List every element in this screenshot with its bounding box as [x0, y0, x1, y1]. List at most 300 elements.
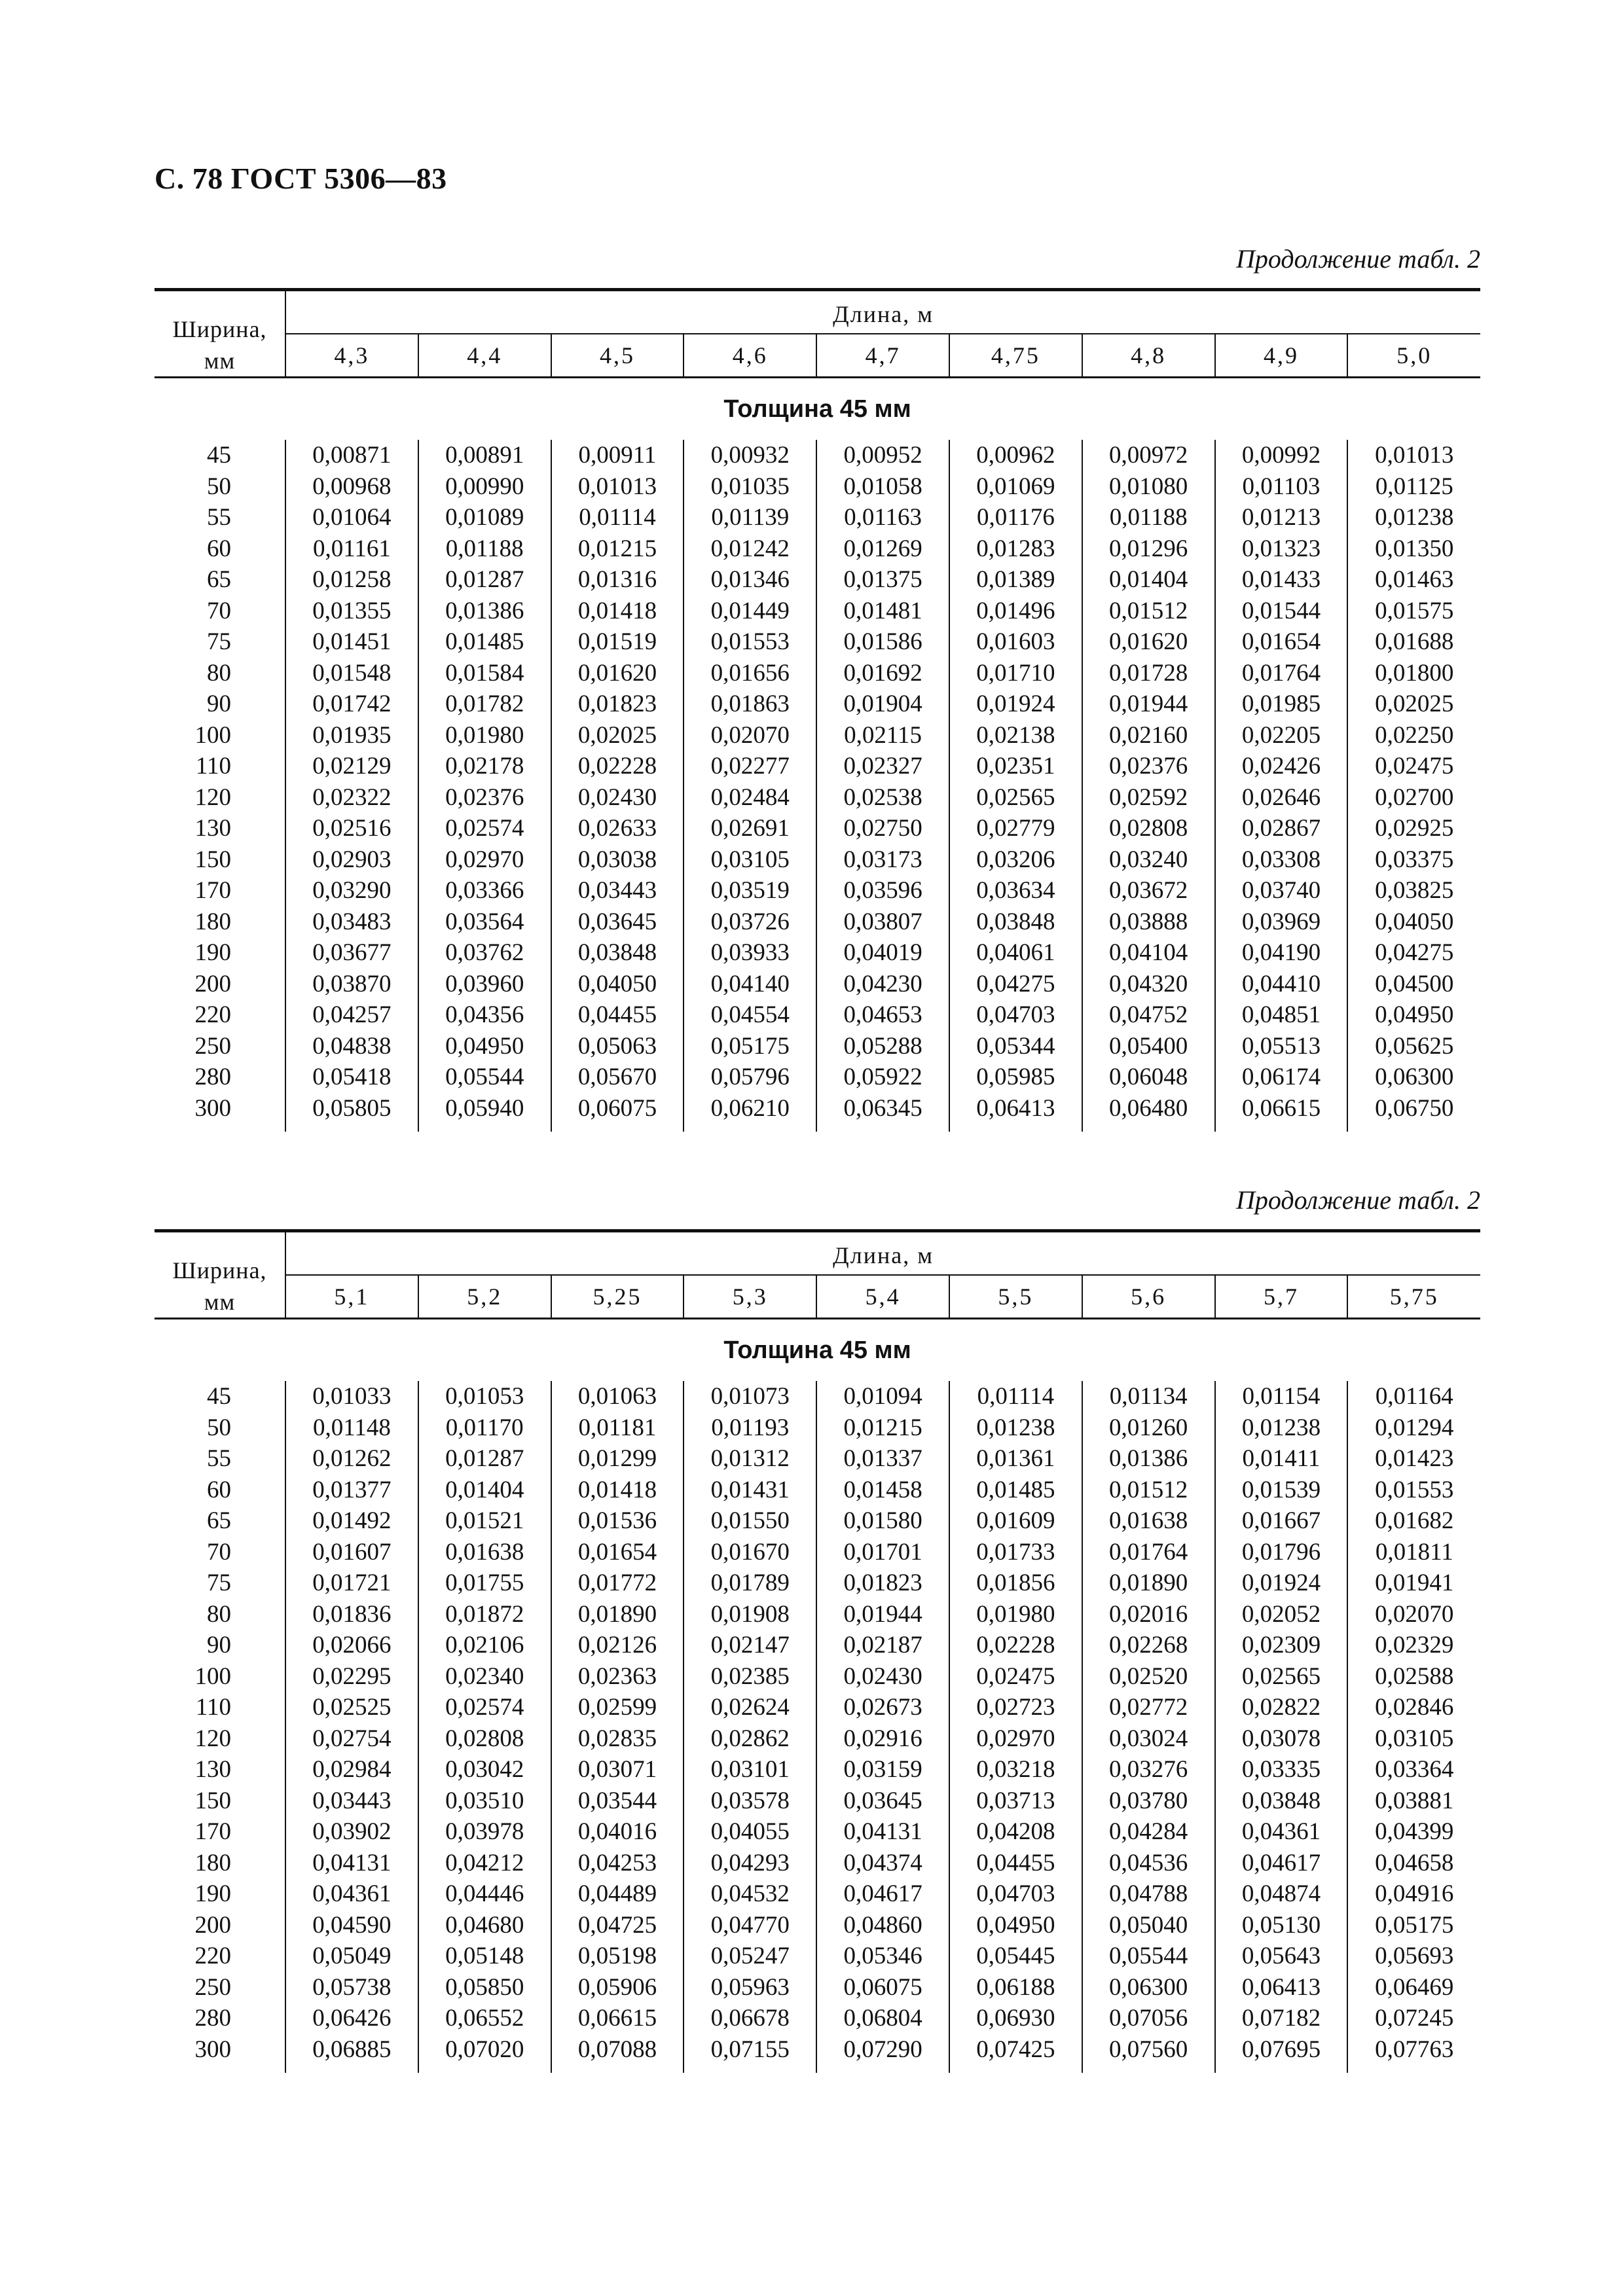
volume-cell: 0,02376: [418, 782, 551, 814]
volume-cell: 0,01013: [1347, 440, 1480, 471]
table-row: [155, 2034, 1480, 2073]
volume-cell: 0,04131: [816, 1816, 949, 1848]
width-cell: 70: [207, 1538, 231, 1566]
volume-cell: 0,01789: [684, 1568, 816, 1599]
volume-cell: 0,01721: [285, 1568, 418, 1599]
volume-cell: 0,05963: [684, 1972, 816, 2003]
volume-cell: 0,02862: [684, 1723, 816, 1755]
volume-cell: 0,02025: [551, 720, 684, 751]
volume-cell: 0,02147: [684, 1630, 816, 1661]
volume-cell: 0,01033: [285, 1381, 418, 1412]
volume-cell: 0,03870: [285, 969, 418, 1000]
volume-cell: 0,01856: [949, 1568, 1082, 1599]
volume-cell: 0,03206: [949, 844, 1082, 876]
length-value-cell: 5,1: [285, 1275, 418, 1319]
volume-cell: 0,02750: [816, 813, 949, 844]
volume-cell: 0,02903: [285, 844, 418, 876]
volume-cell: 0,01944: [816, 1599, 949, 1630]
length-header: Длина, м: [285, 1232, 1480, 1275]
volume-cell: 0,01433: [1215, 564, 1348, 596]
volume-cell: 0,01213: [1215, 502, 1348, 533]
width-cell: 65: [207, 566, 231, 593]
volume-cell: 0,04788: [1082, 1878, 1215, 1910]
volume-cell: 0,01215: [816, 1412, 949, 1444]
length-header: Длина, м: [285, 291, 1480, 334]
table-1: [155, 288, 1480, 1132]
volume-cell: 0,02691: [684, 813, 816, 844]
volume-cell: 0,01580: [816, 1505, 949, 1537]
volume-cell: 0,02327: [816, 751, 949, 782]
volume-cell: 0,05400: [1082, 1031, 1215, 1062]
table-row: [155, 1972, 1480, 2003]
volume-cell: 0,01375: [816, 564, 949, 596]
width-cell: 45: [207, 1383, 231, 1410]
volume-cell: 0,02385: [684, 1661, 816, 1693]
volume-cell: 0,01823: [551, 689, 684, 720]
volume-cell: 0,05247: [684, 1941, 816, 1972]
volume-cell: 0,01823: [816, 1568, 949, 1599]
thickness-label: Толщина 45 мм: [723, 1336, 911, 1364]
volume-cell: 0,07425: [949, 2034, 1082, 2073]
volume-cell: 0,01800: [1347, 658, 1480, 689]
volume-cell: 0,01609: [949, 1505, 1082, 1537]
volume-cell: 0,01796: [1215, 1537, 1348, 1568]
table-row: [155, 1568, 1480, 1599]
volume-cell: 0,03173: [816, 844, 949, 876]
volume-cell: 0,01287: [418, 1443, 551, 1475]
volume-cell: 0,01193: [684, 1412, 816, 1444]
volume-cell: 0,01296: [1082, 533, 1215, 565]
table-row: [155, 658, 1480, 689]
volume-cell: 0,01764: [1215, 658, 1348, 689]
volume-cell: 0,06615: [1215, 1093, 1348, 1132]
width-column-header: Ширина, мм: [155, 1232, 285, 1319]
volume-cell: 0,01550: [684, 1505, 816, 1537]
volume-cell: 0,01772: [551, 1568, 684, 1599]
volume-cell: 0,06678: [684, 2003, 816, 2034]
volume-cell: 0,03483: [285, 906, 418, 938]
volume-cell: 0,01188: [418, 533, 551, 565]
volume-cell: 0,05049: [285, 1941, 418, 1972]
volume-cell: 0,02779: [949, 813, 1082, 844]
volume-cell: 0,01114: [551, 502, 684, 533]
volume-cell: 0,02277: [684, 751, 816, 782]
volume-cell: 0,01215: [551, 533, 684, 565]
volume-cell: 0,03042: [418, 1754, 551, 1785]
table-row: [155, 1031, 1480, 1062]
volume-cell: 0,06210: [684, 1093, 816, 1132]
volume-cell: 0,02624: [684, 1692, 816, 1723]
length-value-cell: 5,3: [684, 1275, 816, 1319]
volume-cell: 0,02516: [285, 813, 418, 844]
table-2-caption: Продолжение табл. 2: [1235, 1185, 1480, 1215]
volume-cell: 0,04658: [1347, 1848, 1480, 1879]
volume-cell: 0,04617: [1215, 1848, 1348, 1879]
volume-cell: 0,03071: [551, 1754, 684, 1785]
volume-cell: 0,01064: [285, 502, 418, 533]
volume-cell: 0,04536: [1082, 1848, 1215, 1879]
volume-cell: 0,03519: [684, 875, 816, 906]
volume-cell: 0,01377: [285, 1475, 418, 1506]
volume-cell: 0,04703: [949, 1878, 1082, 1910]
width-column-header: Ширина, мм: [155, 291, 285, 378]
table-row: [155, 813, 1480, 844]
length-value-cell: 5,6: [1082, 1275, 1215, 1319]
volume-cell: 0,03335: [1215, 1754, 1348, 1785]
table-row: [155, 1723, 1480, 1755]
volume-cell: 0,07020: [418, 2034, 551, 2073]
volume-cell: 0,04725: [551, 1910, 684, 1941]
volume-cell: 0,04190: [1215, 937, 1348, 969]
volume-cell: 0,04050: [1347, 906, 1480, 938]
volume-cell: 0,04320: [1082, 969, 1215, 1000]
length-value-cell: 4,9: [1215, 334, 1348, 378]
volume-cell: 0,04838: [285, 1031, 418, 1062]
table-row: [155, 720, 1480, 751]
volume-cell: 0,01389: [949, 564, 1082, 596]
volume-cell: 0,01620: [551, 658, 684, 689]
volume-cell: 0,02268: [1082, 1630, 1215, 1661]
volume-cell: 0,03713: [949, 1785, 1082, 1817]
volume-cell: 0,01094: [816, 1381, 949, 1412]
volume-cell: 0,05985: [949, 1062, 1082, 1093]
volume-cell: 0,02106: [418, 1630, 551, 1661]
volume-cell: 0,03969: [1215, 906, 1348, 938]
page-header: С. 78 ГОСТ 5306—83: [155, 162, 447, 195]
volume-cell: 0,02475: [1347, 751, 1480, 782]
table-row: [155, 1505, 1480, 1537]
volume-cell: 0,01411: [1215, 1443, 1348, 1475]
volume-cell: 0,01485: [418, 626, 551, 658]
width-cell: 170: [194, 1818, 231, 1845]
volume-cell: 0,01521: [418, 1505, 551, 1537]
length-values-row: [155, 1275, 1480, 1319]
width-cell: 250: [194, 1032, 231, 1060]
volume-cell: 0,04212: [418, 1848, 551, 1879]
volume-cell: 0,00952: [816, 440, 949, 471]
length-value-cell: 5,0: [1347, 334, 1480, 378]
volume-cell: 0,03888: [1082, 906, 1215, 938]
volume-cell: 0,05906: [551, 1972, 684, 2003]
volume-cell: 0,04050: [551, 969, 684, 1000]
table-row: [155, 1754, 1480, 1785]
volume-cell: 0,04950: [949, 1910, 1082, 1941]
volume-cell: 0,03645: [551, 906, 684, 938]
volume-cell: 0,01355: [285, 596, 418, 627]
volume-cell: 0,02538: [816, 782, 949, 814]
volume-cell: 0,05175: [1347, 1910, 1480, 1941]
volume-cell: 0,01944: [1082, 689, 1215, 720]
volume-cell: 0,02070: [684, 720, 816, 751]
volume-cell: 0,07245: [1347, 2003, 1480, 2034]
width-cell: 170: [194, 877, 231, 904]
volume-cell: 0,02052: [1215, 1599, 1348, 1630]
volume-cell: 0,04653: [816, 999, 949, 1031]
thickness-row: [155, 1319, 1480, 1382]
volume-cell: 0,01283: [949, 533, 1082, 565]
width-cell: 250: [194, 1973, 231, 2001]
volume-cell: 0,04275: [1347, 937, 1480, 969]
table-row: [155, 1062, 1480, 1093]
table-row: [155, 626, 1480, 658]
volume-cell: 0,01258: [285, 564, 418, 596]
volume-cell: 0,04293: [684, 1848, 816, 1879]
volume-cell: 0,01238: [1347, 502, 1480, 533]
width-cell: 280: [194, 1064, 231, 1090]
volume-cell: 0,01890: [551, 1599, 684, 1630]
volume-cell: 0,02025: [1347, 689, 1480, 720]
volume-cell: 0,01733: [949, 1537, 1082, 1568]
width-cell: 80: [207, 659, 231, 687]
length-value-cell: 4,6: [684, 334, 816, 378]
volume-cell: 0,01667: [1215, 1505, 1348, 1537]
width-cell: 60: [207, 1476, 231, 1503]
volume-cell: 0,03105: [1347, 1723, 1480, 1755]
volume-cell: 0,07056: [1082, 2003, 1215, 2034]
table-row: [155, 999, 1480, 1031]
volume-cell: 0,04752: [1082, 999, 1215, 1031]
volume-cell: 0,02673: [816, 1692, 949, 1723]
volume-cell: 0,02376: [1082, 751, 1215, 782]
volume-cell: 0,04019: [816, 937, 949, 969]
volume-cell: 0,02115: [816, 720, 949, 751]
volume-cell: 0,04455: [551, 999, 684, 1031]
volume-cell: 0,01553: [1347, 1475, 1480, 1506]
volume-cell: 0,06413: [949, 1093, 1082, 1132]
volume-cell: 0,01063: [551, 1381, 684, 1412]
volume-cell: 0,01431: [684, 1475, 816, 1506]
volume-cell: 0,03848: [949, 906, 1082, 938]
width-cell: 300: [194, 1094, 231, 1122]
volume-cell: 0,01811: [1347, 1537, 1480, 1568]
volume-cell: 0,05850: [418, 1972, 551, 2003]
volume-cell: 0,01519: [551, 626, 684, 658]
volume-cell: 0,01512: [1082, 1475, 1215, 1506]
volume-cell: 0,01764: [1082, 1537, 1215, 1568]
volume-cell: 0,04590: [285, 1910, 418, 1941]
table-row: [155, 564, 1480, 596]
volume-cell: 0,05805: [285, 1093, 418, 1132]
volume-cell: 0,04230: [816, 969, 949, 1000]
volume-cell: 0,03672: [1082, 875, 1215, 906]
width-cell: 130: [194, 1756, 231, 1783]
volume-cell: 0,04140: [684, 969, 816, 1000]
width-cell: 65: [207, 1507, 231, 1534]
volume-cell: 0,03240: [1082, 844, 1215, 876]
volume-cell: 0,07088: [551, 2034, 684, 2073]
volume-cell: 0,03078: [1215, 1723, 1348, 1755]
volume-cell: 0,03634: [949, 875, 1082, 906]
width-cell: 100: [194, 1662, 231, 1690]
length-value-cell: 4,3: [285, 334, 418, 378]
volume-cell: 0,05288: [816, 1031, 949, 1062]
volume-cell: 0,01269: [816, 533, 949, 565]
volume-cell: 0,02916: [816, 1723, 949, 1755]
volume-cell: 0,02178: [418, 751, 551, 782]
volume-cell: 0,01908: [684, 1599, 816, 1630]
volume-cell: 0,06469: [1347, 1972, 1480, 2003]
volume-cell: 0,02599: [551, 1692, 684, 1723]
volume-cell: 0,01539: [1215, 1475, 1348, 1506]
volume-cell: 0,02970: [418, 844, 551, 876]
volume-cell: 0,01496: [949, 596, 1082, 627]
volume-cell: 0,01638: [418, 1537, 551, 1568]
volume-cell: 0,03902: [285, 1816, 418, 1848]
volume-cell: 0,03762: [418, 937, 551, 969]
volume-cell: 0,01242: [684, 533, 816, 565]
volume-cell: 0,02322: [285, 782, 418, 814]
volume-cell: 0,02126: [551, 1630, 684, 1661]
width-cell: 80: [207, 1600, 231, 1628]
volume-cell: 0,02723: [949, 1692, 1082, 1723]
volume-cell: 0,01073: [684, 1381, 816, 1412]
volume-cell: 0,03807: [816, 906, 949, 938]
volume-cell: 0,03881: [1347, 1785, 1480, 1817]
volume-cell: 0,05796: [684, 1062, 816, 1093]
table-row: [155, 969, 1480, 1000]
volume-cell: 0,01980: [418, 720, 551, 751]
length-value-cell: 5,4: [816, 1275, 949, 1319]
volume-cell: 0,03677: [285, 937, 418, 969]
volume-cell: 0,01654: [551, 1537, 684, 1568]
volume-cell: 0,01139: [684, 502, 816, 533]
header-row: [155, 291, 1480, 334]
table-row: [155, 1412, 1480, 1444]
volume-cell: 0,05625: [1347, 1031, 1480, 1062]
volume-cell: 0,02984: [285, 1754, 418, 1785]
volume-cell: 0,01742: [285, 689, 418, 720]
volume-cell: 0,01548: [285, 658, 418, 689]
volume-cell: 0,06750: [1347, 1093, 1480, 1132]
volume-cell: 0,02846: [1347, 1692, 1480, 1723]
volume-cell: 0,02228: [551, 751, 684, 782]
volume-cell: 0,02070: [1347, 1599, 1480, 1630]
volume-cell: 0,03159: [816, 1754, 949, 1785]
volume-cell: 0,03933: [684, 937, 816, 969]
table-row: [155, 689, 1480, 720]
volume-cell: 0,02772: [1082, 1692, 1215, 1723]
volume-cell: 0,05445: [949, 1941, 1082, 1972]
volume-cell: 0,02565: [1215, 1661, 1348, 1693]
volume-cell: 0,03564: [418, 906, 551, 938]
volume-cell: 0,02309: [1215, 1630, 1348, 1661]
volume-cell: 0,01176: [949, 502, 1082, 533]
volume-cell: 0,03375: [1347, 844, 1480, 876]
volume-cell: 0,01485: [949, 1475, 1082, 1506]
volume-cell: 0,02588: [1347, 1661, 1480, 1693]
volume-cell: 0,00968: [285, 471, 418, 503]
volume-cell: 0,05344: [949, 1031, 1082, 1062]
volume-cell: 0,01620: [1082, 626, 1215, 658]
volume-cell: 0,06930: [949, 2003, 1082, 2034]
table-row: [155, 1537, 1480, 1568]
table-row: [155, 1878, 1480, 1910]
volume-cell: 0,02129: [285, 751, 418, 782]
volume-cell: 0,01512: [1082, 596, 1215, 627]
volume-cell: 0,01863: [684, 689, 816, 720]
volume-cell: 0,05063: [551, 1031, 684, 1062]
volume-cell: 0,05544: [418, 1062, 551, 1093]
length-value-cell: 5,5: [949, 1275, 1082, 1319]
volume-cell: 0,07695: [1215, 2034, 1348, 2073]
volume-cell: 0,03848: [1215, 1785, 1348, 1817]
volume-cell: 0,01904: [816, 689, 949, 720]
width-cell: 100: [194, 721, 231, 749]
volume-cell: 0,03645: [816, 1785, 949, 1817]
volume-cell: 0,04131: [285, 1848, 418, 1879]
volume-cell: 0,01755: [418, 1568, 551, 1599]
volume-cell: 0,01544: [1215, 596, 1348, 627]
volume-cell: 0,01161: [285, 533, 418, 565]
table-row: [155, 502, 1480, 533]
volume-cell: 0,01656: [684, 658, 816, 689]
volume-cell: 0,02475: [949, 1661, 1082, 1693]
volume-cell: 0,02646: [1215, 782, 1348, 814]
volume-cell: 0,01872: [418, 1599, 551, 1630]
width-cell: 60: [207, 535, 231, 562]
volume-cell: 0,01449: [684, 596, 816, 627]
table-row: [155, 1443, 1480, 1475]
volume-cell: 0,00932: [684, 440, 816, 471]
table-row: [155, 533, 1480, 565]
volume-cell: 0,07290: [816, 2034, 949, 2073]
table-row: [155, 2003, 1480, 2034]
volume-cell: 0,06426: [285, 2003, 418, 2034]
volume-cell: 0,02574: [418, 813, 551, 844]
volume-cell: 0,01287: [418, 564, 551, 596]
table-row: [155, 1816, 1480, 1848]
table-row: [155, 1848, 1480, 1879]
width-cell: 70: [207, 597, 231, 624]
volume-cell: 0,02228: [949, 1630, 1082, 1661]
volume-cell: 0,05940: [418, 1093, 551, 1132]
width-cell: 200: [194, 1911, 231, 1939]
volume-cell: 0,03740: [1215, 875, 1348, 906]
width-cell: 280: [194, 2005, 231, 2032]
table-row: [155, 1910, 1480, 1941]
volume-cell: 0,02066: [285, 1630, 418, 1661]
volume-cell: 0,06048: [1082, 1062, 1215, 1093]
volume-cell: 0,01575: [1347, 596, 1480, 627]
volume-cell: 0,01451: [285, 626, 418, 658]
length-value-cell: 4,8: [1082, 334, 1215, 378]
table-row: [155, 1941, 1480, 1972]
volume-cell: 0,01710: [949, 658, 1082, 689]
volume-cell: 0,04446: [418, 1878, 551, 1910]
length-value-cell: 5,2: [418, 1275, 551, 1319]
table-row: [155, 1661, 1480, 1693]
volume-cell: 0,02351: [949, 751, 1082, 782]
volume-cell: 0,01941: [1347, 1568, 1480, 1599]
volume-cell: 0,05130: [1215, 1910, 1348, 1941]
volume-cell: 0,05148: [418, 1941, 551, 1972]
volume-cell: 0,04253: [551, 1848, 684, 1879]
table-row: [155, 1093, 1480, 1132]
volume-cell: 0,00992: [1215, 440, 1348, 471]
length-value-cell: 5,75: [1347, 1275, 1480, 1319]
volume-cell: 0,07182: [1215, 2003, 1348, 2034]
volume-cell: 0,02565: [949, 782, 1082, 814]
width-cell: 75: [207, 628, 231, 655]
volume-cell: 0,05198: [551, 1941, 684, 1972]
volume-cell: 0,02808: [418, 1723, 551, 1755]
volume-cell: 0,02363: [551, 1661, 684, 1693]
width-cell: 120: [194, 783, 231, 811]
volume-cell: 0,01924: [1215, 1568, 1348, 1599]
volume-cell: 0,04410: [1215, 969, 1348, 1000]
volume-cell: 0,04532: [684, 1878, 816, 1910]
length-value-cell: 4,75: [949, 334, 1082, 378]
